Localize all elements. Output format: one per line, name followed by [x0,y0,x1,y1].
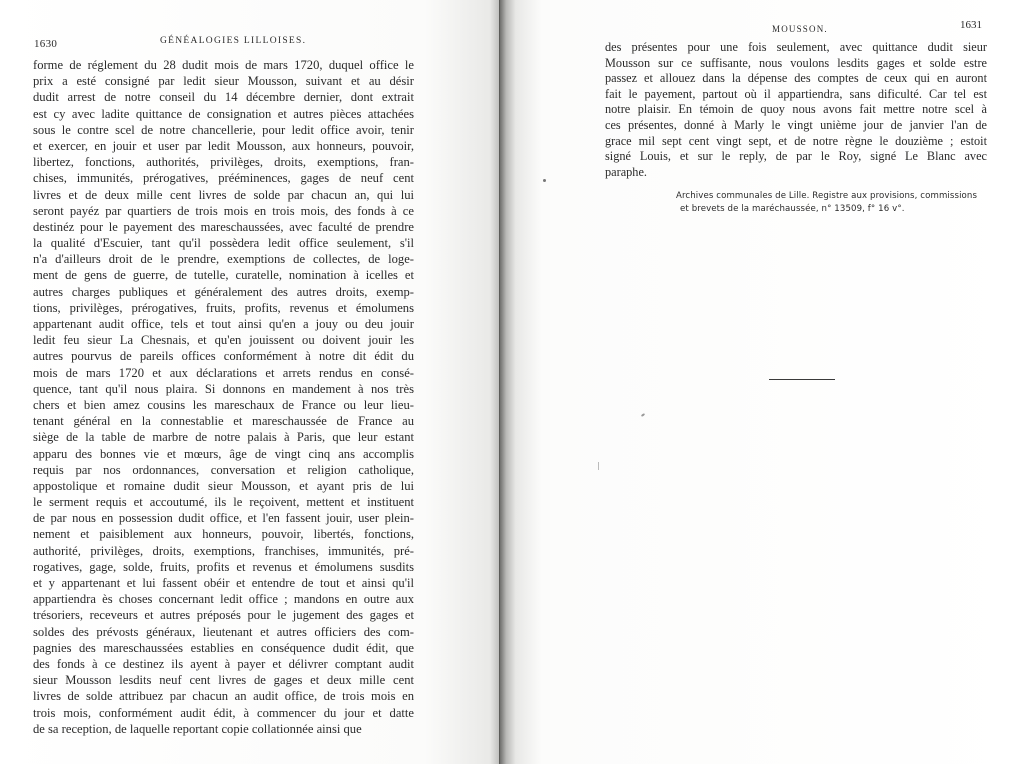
text-line: mois de mars 1720 et aux déclarations et arrets rendus en consé- [33,365,414,380]
text-line: chers et bien amez cousins les mareschaux de France ou leur lieu- [33,397,414,412]
right-body-text [605,40,987,180]
text-line: requis par nos ordonnances, conversation et religion catholique, [33,462,414,477]
text-line: est cy avec ladite quittance de consignation et autres pièces attachées [33,106,414,121]
text-line: appostolique et romaine dudit sieur Mousson, et ayant pris de lui [33,478,414,493]
text-line: prix a esté consigné par ledit sieur Mousson, suivant et au désir [33,74,414,89]
text-line: siège de la table de marbre de notre palais à Paris, que leur estant [33,430,414,445]
text-line: pagnies des mareschaussées establies en conséquence dudit édit, que [33,640,414,655]
text-line: et y appartenant et lui fassent obéir et entendre de tout et ainsi qu'il [33,576,414,590]
text-line: seront payéz par quartiers de trois mois en trois mois, des fonds à ce [33,203,414,218]
text-line: authorité, privilèges, droits, exemptions, franchises, immunités, pré- [33,543,414,558]
text-line: libertez, fonctions, authorités, privilèges, droits, exemptions, fran- [33,155,414,170]
text-line: Mousson sur ce suffisante, nous voulons lesdits gages et solde estre [605,55,987,70]
text-line: de par nous en possession dudit office, et l'en fassent jouir, user plein- [33,511,414,526]
text-line: n'a d'ailleurs droit de le prendre, exemptions de collectes, de loge- [33,252,414,267]
text-line: ledit feu sieur La Chesnais, et qu'en jouissent ou doivent jouir les [33,333,414,348]
text-line: dudit arrest de notre conseil du 14 décembre dernier, dont extrait [33,90,414,105]
text-line: de sa reception, de laquelle reportant copie collationnée ainsi que [33,721,362,736]
text-line: appartiendra ès choses concernant ledit office ; mandons en outre aux [33,592,414,607]
text-line: passez et allouez dans la dépense des comptes de ceux qui en auront [605,71,987,86]
running-head-left: GÉNÉALOGIES LILLOISES. [160,36,307,46]
text-line: tions, privilèges, prérogatives, fruits, profits, revenus et émolumens [33,300,414,315]
text-line: forme de réglement du 28 dudit mois de mars 1720, duquel office le [33,58,414,72]
text-line: destinéz pour le payement des mareschaussées, avec faculté de prendre [33,219,414,234]
left-body-text [33,57,414,737]
text-line: grace mil sept cent vingt sept, et de notre règne le douzième ; estoit [605,133,987,148]
text-line: sous le contre scel de notre chancellerie, pour ledit office avoir, tenir [33,122,414,137]
text-line: des présentes pour une fois seulement, avec quittance dudit sieur [605,40,987,54]
text-line: autres charges publiques et généralement des autres droits, exemp- [33,284,414,299]
end-rule [769,379,835,380]
text-line: soldes des prévosts généraux, lieutenant et autres officiers des com- [33,624,414,639]
text-line: des fonds à ce destinez ils ayent à payer et délivrer comptant audit [33,656,414,671]
left-page [0,0,500,764]
text-line: sieur Mousson lesdits neuf cent livres de gages et deux mille cent [33,673,414,688]
text-line: trois mois, conformément audit édit, à commencer du jour et datte [33,705,414,720]
text-line: trésoriers, receveurs et autres préposés pour le jugement des gages et [33,608,414,623]
text-line: notre plaisir. En témoin de quoy nous avons fait mettre notre scel à [605,102,987,117]
text-line: le serment requis et accoutumé, ils le reçoivent, mettent et instituent [33,495,414,510]
text-line: ment de gens de guerre, de tutelle, curatelle, nomination à icelles et [33,268,414,283]
text-line: nement et paisiblement aux honneurs, pouvoir, libertés, fonctions, [33,527,414,542]
ink-speck [543,179,546,182]
source-note-line: Archives communales de Lille. Registre aux provisions, commissions [676,191,978,201]
text-line: apparu des bonnes vie et mœurs, âge de vingt cinq ans accomplis [33,446,414,461]
text-line: ces présentes, donné à Marly le vingt unième jour de janvier l'an de [605,117,987,132]
running-head-right: MOUSSON. [772,24,828,34]
text-line: quence, tant qu'il nous plaira. Si donnons en mandement à nos très [33,381,414,396]
page-number-left: 1630 [34,38,58,50]
page-number-right: 1631 [960,19,982,31]
text-line: livres de solde attribuez par chacun an audit office, de trois mois en [33,689,414,704]
source-note [676,190,988,216]
text-line: autres pourvus de pareils offices conformément à notre dit édit du [33,349,414,364]
text-line: appartenant audit office, tels et tout ainsi qu'en a jouy ou deu jouir [33,317,414,331]
ink-speck [598,462,599,470]
text-line: livres et de deux mille cent livres de solde par chacun an, qui lui [33,187,414,202]
source-note-line: et brevets de la maréchaussée, n° 13509, f° 16 v°. [680,204,905,214]
text-line: et exercer, en jouir et user par ledit Mousson, aux honneurs, pouvoir, [33,138,414,153]
text-line: signé Louis, et sur le reply, de par le Roy, signé Le Blanc avec [605,149,987,164]
text-line: paraphe. [605,164,647,179]
text-line: tenant général en la connestablie et mareschaussée de France au [33,414,414,429]
text-line: rogatives, gage, solde, fruits, profits et revenus et émolumens susdits [33,559,414,574]
text-line: la qualité d'Escuier, tant qu'il possèdera ledit office seulement, s'il [33,236,414,251]
text-line: fait le payement, partout où il appartiendra, sans dificulté. Car tel est [605,86,987,101]
text-line: chises, immunités, prérogatives, prééminences, gages de neuf cent [33,171,414,186]
